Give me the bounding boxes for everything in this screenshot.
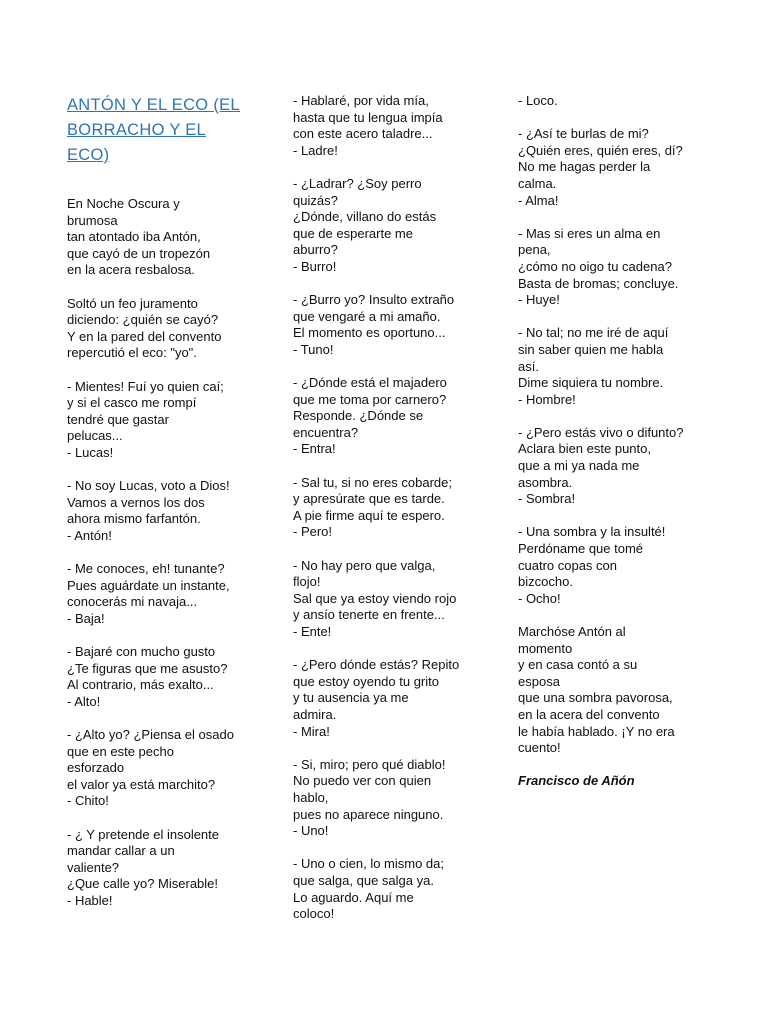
verse-line: Dime siquiera tu nombre.: [518, 375, 664, 391]
verse-line: - No soy Lucas, voto a Dios!: [67, 478, 230, 494]
verse-line: No me hagas perder la: [518, 159, 651, 175]
stanza: [518, 126, 708, 209]
author-signature: Francisco de Añón: [518, 773, 635, 789]
verse-line: - ¿Burro yo? Insulto extraño: [293, 292, 455, 308]
verse-line: - Lucas!: [67, 444, 114, 460]
verse-line: - Chito!: [67, 793, 109, 809]
verse-line: que me toma por carnero?: [293, 391, 447, 407]
verse-line: Responde. ¿Dónde se: [293, 408, 424, 424]
stanza: [293, 757, 483, 840]
stanza: [293, 657, 483, 740]
verse-line: conocerás mi navaja...: [67, 594, 198, 610]
verse-line: - ¿Así te burlas de mi?: [518, 126, 649, 142]
verse-line: y si el casco me rompí: [67, 395, 197, 411]
verse-line: hasta que tu lengua impía: [293, 109, 443, 125]
verse-line: ¿Dónde, villano do estás: [293, 209, 437, 225]
verse-line: - Hombre!: [518, 391, 576, 407]
verse-line: que cayó de un tropezón: [67, 245, 211, 261]
verse-line: - ¿Dónde está el majadero: [293, 375, 447, 391]
verse-line: hablo,: [293, 789, 329, 805]
stanza: [293, 93, 483, 159]
verse-line: - Mira!: [293, 723, 330, 739]
verse-line: bizcocho.: [518, 574, 573, 590]
poem-column-1: [67, 93, 267, 926]
verse-line: - Sal tu, si no eres cobarde;: [293, 474, 452, 490]
verse-line: - Entra!: [293, 441, 336, 457]
stanza: [293, 856, 483, 922]
verse-line: encuentra?: [293, 424, 359, 440]
verse-line: ¿Que calle yo? Miserable!: [67, 876, 219, 892]
verse-line: brumosa: [67, 212, 118, 228]
verse-line: ¿cómo no oigo tu cadena?: [518, 258, 672, 274]
verse-line: que de esperarte me: [293, 225, 413, 241]
verse-line: - ¿ Y pretende el insolente: [67, 826, 220, 842]
verse-line: Aclara bien este punto,: [518, 441, 651, 457]
verse-line: aburro?: [293, 242, 338, 258]
stanza: [518, 226, 708, 309]
verse-line: - Ente!: [293, 624, 332, 639]
verse-line: admira.: [293, 706, 337, 722]
stanza: [518, 93, 708, 110]
verse-line: que una sombra pavorosa,: [518, 690, 673, 706]
verse-line: pues no aparece ninguno.: [293, 806, 444, 822]
verse-line: que salga, que salga ya.: [293, 872, 434, 888]
poem-column-3: [518, 93, 708, 790]
verse-line: Pues aguárdate un instante,: [67, 577, 230, 593]
stanza: [518, 325, 708, 408]
verse-line: - Hable!: [67, 892, 113, 908]
verse-line: con este acero taladre...: [293, 126, 433, 142]
verse-line: - Pero!: [293, 524, 333, 540]
verse-line: valiente?: [67, 859, 120, 875]
verse-line: pena,: [518, 242, 551, 258]
verse-line: - ¿Pero estás vivo o difunto?: [518, 424, 684, 440]
verse-line: esposa: [518, 673, 560, 689]
verse-line: diciendo: ¿quién se cayó?: [67, 312, 219, 328]
stanza: [67, 644, 267, 710]
verse-line: Lo aguardo. Aquí me: [293, 889, 414, 905]
stanza: [293, 292, 483, 358]
verse-line: y ansío tenerte en frente...: [293, 607, 445, 623]
verse-line: en la acera del convento: [518, 706, 660, 722]
title-line: BORRACHO Y EL: [67, 121, 207, 139]
verse-line: El momento es oportuno...: [293, 325, 446, 341]
verse-line: que vengaré a mi amaño.: [293, 308, 441, 324]
verse-line: Y en la pared del convento: [67, 328, 222, 344]
stanza: [67, 727, 267, 810]
verse-line: - Huye!: [518, 292, 560, 308]
verse-line: - Uno o cien, lo mismo da;: [293, 856, 445, 872]
title-line: ECO): [67, 146, 110, 164]
verse-line: - Mientes! Fuí yo quien caí;: [67, 378, 224, 394]
stanza: [293, 558, 483, 641]
verse-line: - ¿Pero dónde estás? Repito: [293, 657, 460, 673]
stanza: [293, 176, 483, 276]
verse-line: cuento!: [518, 740, 561, 756]
verse-line: - No tal; no me iré de aquí: [518, 325, 669, 341]
verse-line: que a mi ya nada me: [518, 458, 640, 474]
stanza: [518, 524, 708, 607]
verse-line: flojo!: [293, 574, 321, 590]
verse-line: Vamos a vernos los dos: [67, 494, 205, 510]
verse-line: - Bajaré con mucho gusto: [67, 644, 216, 660]
verse-line: - Antón!: [67, 527, 112, 543]
verse-line: En Noche Oscura y: [67, 196, 180, 211]
verse-line: - Burro!: [293, 258, 337, 274]
verse-line: - Ladre!: [293, 142, 338, 158]
verse-line: - Hablaré, por vida mía,: [293, 93, 429, 108]
verse-line: el valor ya está marchito?: [67, 776, 216, 792]
stanza: [67, 827, 267, 910]
verse-line: Perdóname que tomé: [518, 541, 644, 557]
stanza: [67, 196, 267, 279]
stanza: [67, 478, 267, 544]
verse-line: así.: [518, 358, 539, 374]
verse-line: ahora mismo farfantón.: [67, 511, 201, 527]
verse-line: - Una sombra y la insulté!: [518, 524, 666, 540]
verse-line: y en casa contó a su: [518, 657, 638, 673]
verse-line: - Baja!: [67, 610, 105, 626]
verse-line: pelucas...: [67, 428, 123, 444]
verse-line: Al contrario, más exalto...: [67, 677, 214, 693]
verse-line: - Alto!: [67, 693, 101, 709]
verse-line: cuatro copas con: [518, 557, 618, 573]
verse-line: - Alma!: [518, 192, 559, 208]
verse-line: calma.: [518, 175, 557, 191]
verse-line: tendré que gastar: [67, 411, 169, 427]
poem-column-2: [293, 93, 483, 939]
poem-title: [67, 93, 267, 168]
verse-line: Marchóse Antón al: [518, 624, 626, 639]
verse-line: y tu ausencia ya me: [293, 690, 409, 706]
verse-line: - Tuno!: [293, 341, 334, 357]
verse-line: en la acera resbalosa.: [67, 262, 195, 278]
verse-line: le había hablado. ¡Y no era: [518, 723, 675, 739]
verse-line: - Loco.: [518, 93, 558, 108]
stanza: [518, 624, 708, 757]
verse-line: Basta de bromas; concluye.: [518, 275, 679, 291]
verse-line: sin saber quien me habla: [518, 341, 664, 357]
verse-line: Soltó un feo juramento: [67, 295, 198, 311]
verse-line: - Sombra!: [518, 491, 576, 507]
title-line: ANTÓN Y EL ECO (EL: [67, 96, 240, 114]
verse-line: asombra.: [518, 474, 573, 490]
verse-line: coloco!: [293, 906, 335, 922]
verse-line: - Ocho!: [518, 590, 561, 606]
verse-line: A pie firme aquí te espero.: [293, 507, 445, 523]
verse-line: mandar callar a un: [67, 843, 175, 859]
verse-line: quizás?: [293, 192, 338, 208]
verse-line: que en este pecho: [67, 743, 174, 759]
verse-line: - Si, miro; pero qué diablo!: [293, 756, 446, 772]
verse-line: - Me conoces, eh! tunante?: [67, 561, 225, 577]
verse-line: ¿Te figuras que me asusto?: [67, 660, 228, 676]
verse-line: tan atontado iba Antón,: [67, 229, 201, 245]
verse-line: - No hay pero que valga,: [293, 557, 436, 573]
verse-line: - Mas si eres un alma en: [518, 225, 661, 241]
verse-line: que estoy oyendo tu grito: [293, 673, 439, 689]
stanza: [518, 425, 708, 508]
stanza: [67, 561, 267, 627]
verse-line: Sal que ya estoy viendo rojo: [293, 590, 457, 606]
stanza: [67, 296, 267, 362]
verse-line: - ¿Ladrar? ¿Soy perro: [293, 175, 422, 191]
verse-line: - ¿Alto yo? ¿Piensa el osado: [67, 727, 234, 742]
verse-line: repercutió el eco: "yo".: [67, 345, 197, 361]
stanza: [67, 379, 267, 462]
verse-line: y apresúrate que es tarde.: [293, 491, 445, 507]
verse-line: - Uno!: [293, 823, 329, 839]
verse-line: momento: [518, 640, 573, 656]
stanza: [293, 375, 483, 458]
verse-line: esforzado: [67, 760, 125, 776]
verse-line: ¿Quién eres, quién eres, dí?: [518, 142, 683, 158]
stanza: [293, 475, 483, 541]
verse-line: No puedo ver con quien: [293, 773, 432, 789]
